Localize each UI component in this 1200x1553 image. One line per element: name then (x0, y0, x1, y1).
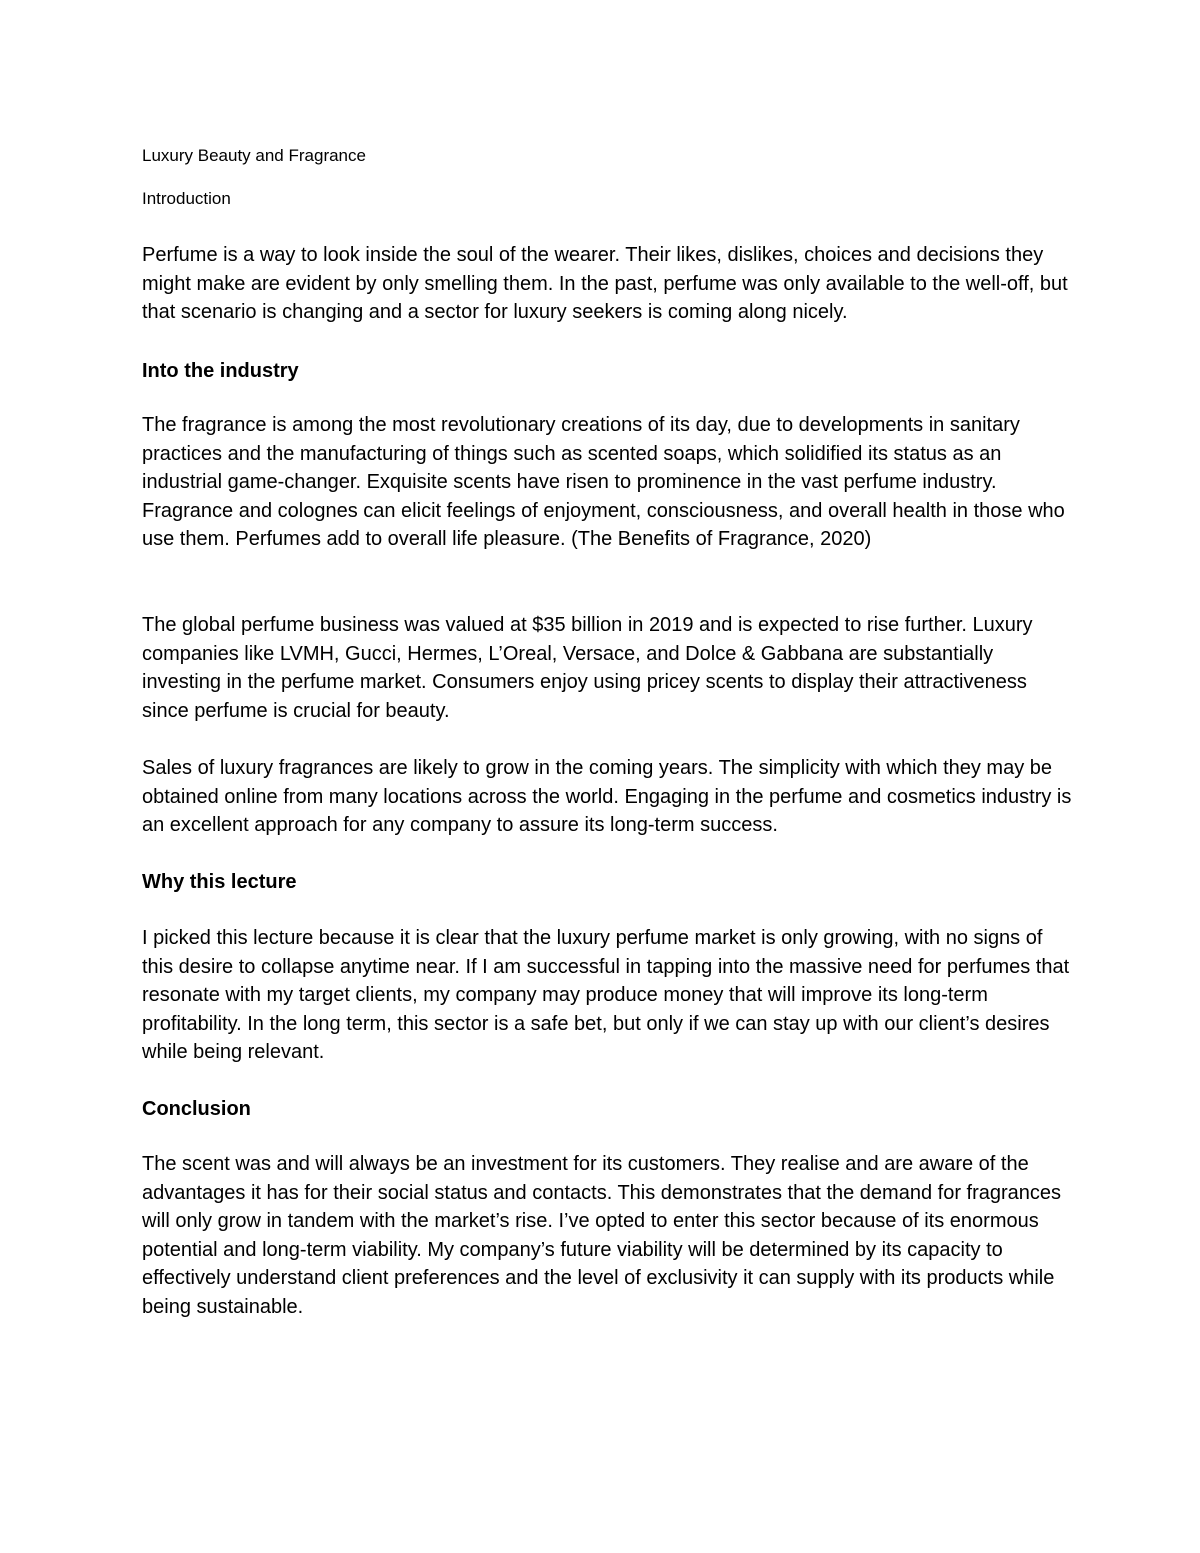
industry-paragraph-1: The fragrance is among the most revolutionary creations of its day, due to developments in sanitary practices and the manufacturing of things such as scented soaps, which solidified its status as an industrial game-changer. Exquisite scents have risen to prominence in the vast perfume industry. Fragrance and colognes can elicit feelings of enjoyment, consciousness, and overall health in those who use them. Perfumes add to overall life pleasure. (The Benefits of Fragrance, 2020) (142, 414, 1065, 551)
document-title: Luxury Beauty and Fragrance (142, 146, 366, 165)
conclusion-heading: Conclusion (142, 1098, 251, 1120)
why-heading: Why this lecture (142, 871, 297, 893)
intro-paragraph: Perfume is a way to look inside the soul of the wearer. Their likes, dislikes, choices and decisions they might make are evident by only smelling them. In the past, perfume was only available to the well-off, but that scenario is changing and a sector for luxury seekers is coming along nicely. (142, 244, 1068, 324)
why-paragraph: I picked this lecture because it is clear that the luxury perfume market is only growing, with no signs of this desire to collapse anytime near. If I am successful in tapping into the massive need for perfumes that resonate with my target clients, my company may produce money that will improve its long-term profitability. In the long term, this sector is a safe bet, but only if we can stay up with our client’s desires while being relevant. (142, 927, 1070, 1064)
industry-paragraph-2: The global perfume business was valued at $35 billion in 2019 and is expected to rise further. Luxury companies like LVMH, Gucci, Hermes, L’Oreal, Versace, and Dolce & Gabbana are substantially investing in the perfume market. Consumers enjoy using pricey scents to display their attractiveness since perfume is crucial for beauty. (142, 614, 1033, 722)
industry-paragraph-3: Sales of luxury fragrances are likely to grow in the coming years. The simplicity with which they may be obtained online from many locations across the world. Engaging in the perfume and cosmetics industry is an excellent approach for any company to assure its long-term success. (142, 757, 1072, 837)
introduction-heading: Introduction (142, 189, 231, 208)
conclusion-paragraph: The scent was and will always be an investment for its customers. They realise and are aware of the advantages it has for their social status and contacts. This demonstrates that the demand for fragrances will only grow in tandem with the market’s rise. I’ve opted to enter this sector because of its enormous potential and long-term viability. My company’s future viability will be determined by its capacity to effectively understand client preferences and the level of exclusivity it can supply with its products while being sustainable. (142, 1153, 1062, 1318)
industry-heading: Into the industry (142, 360, 299, 382)
